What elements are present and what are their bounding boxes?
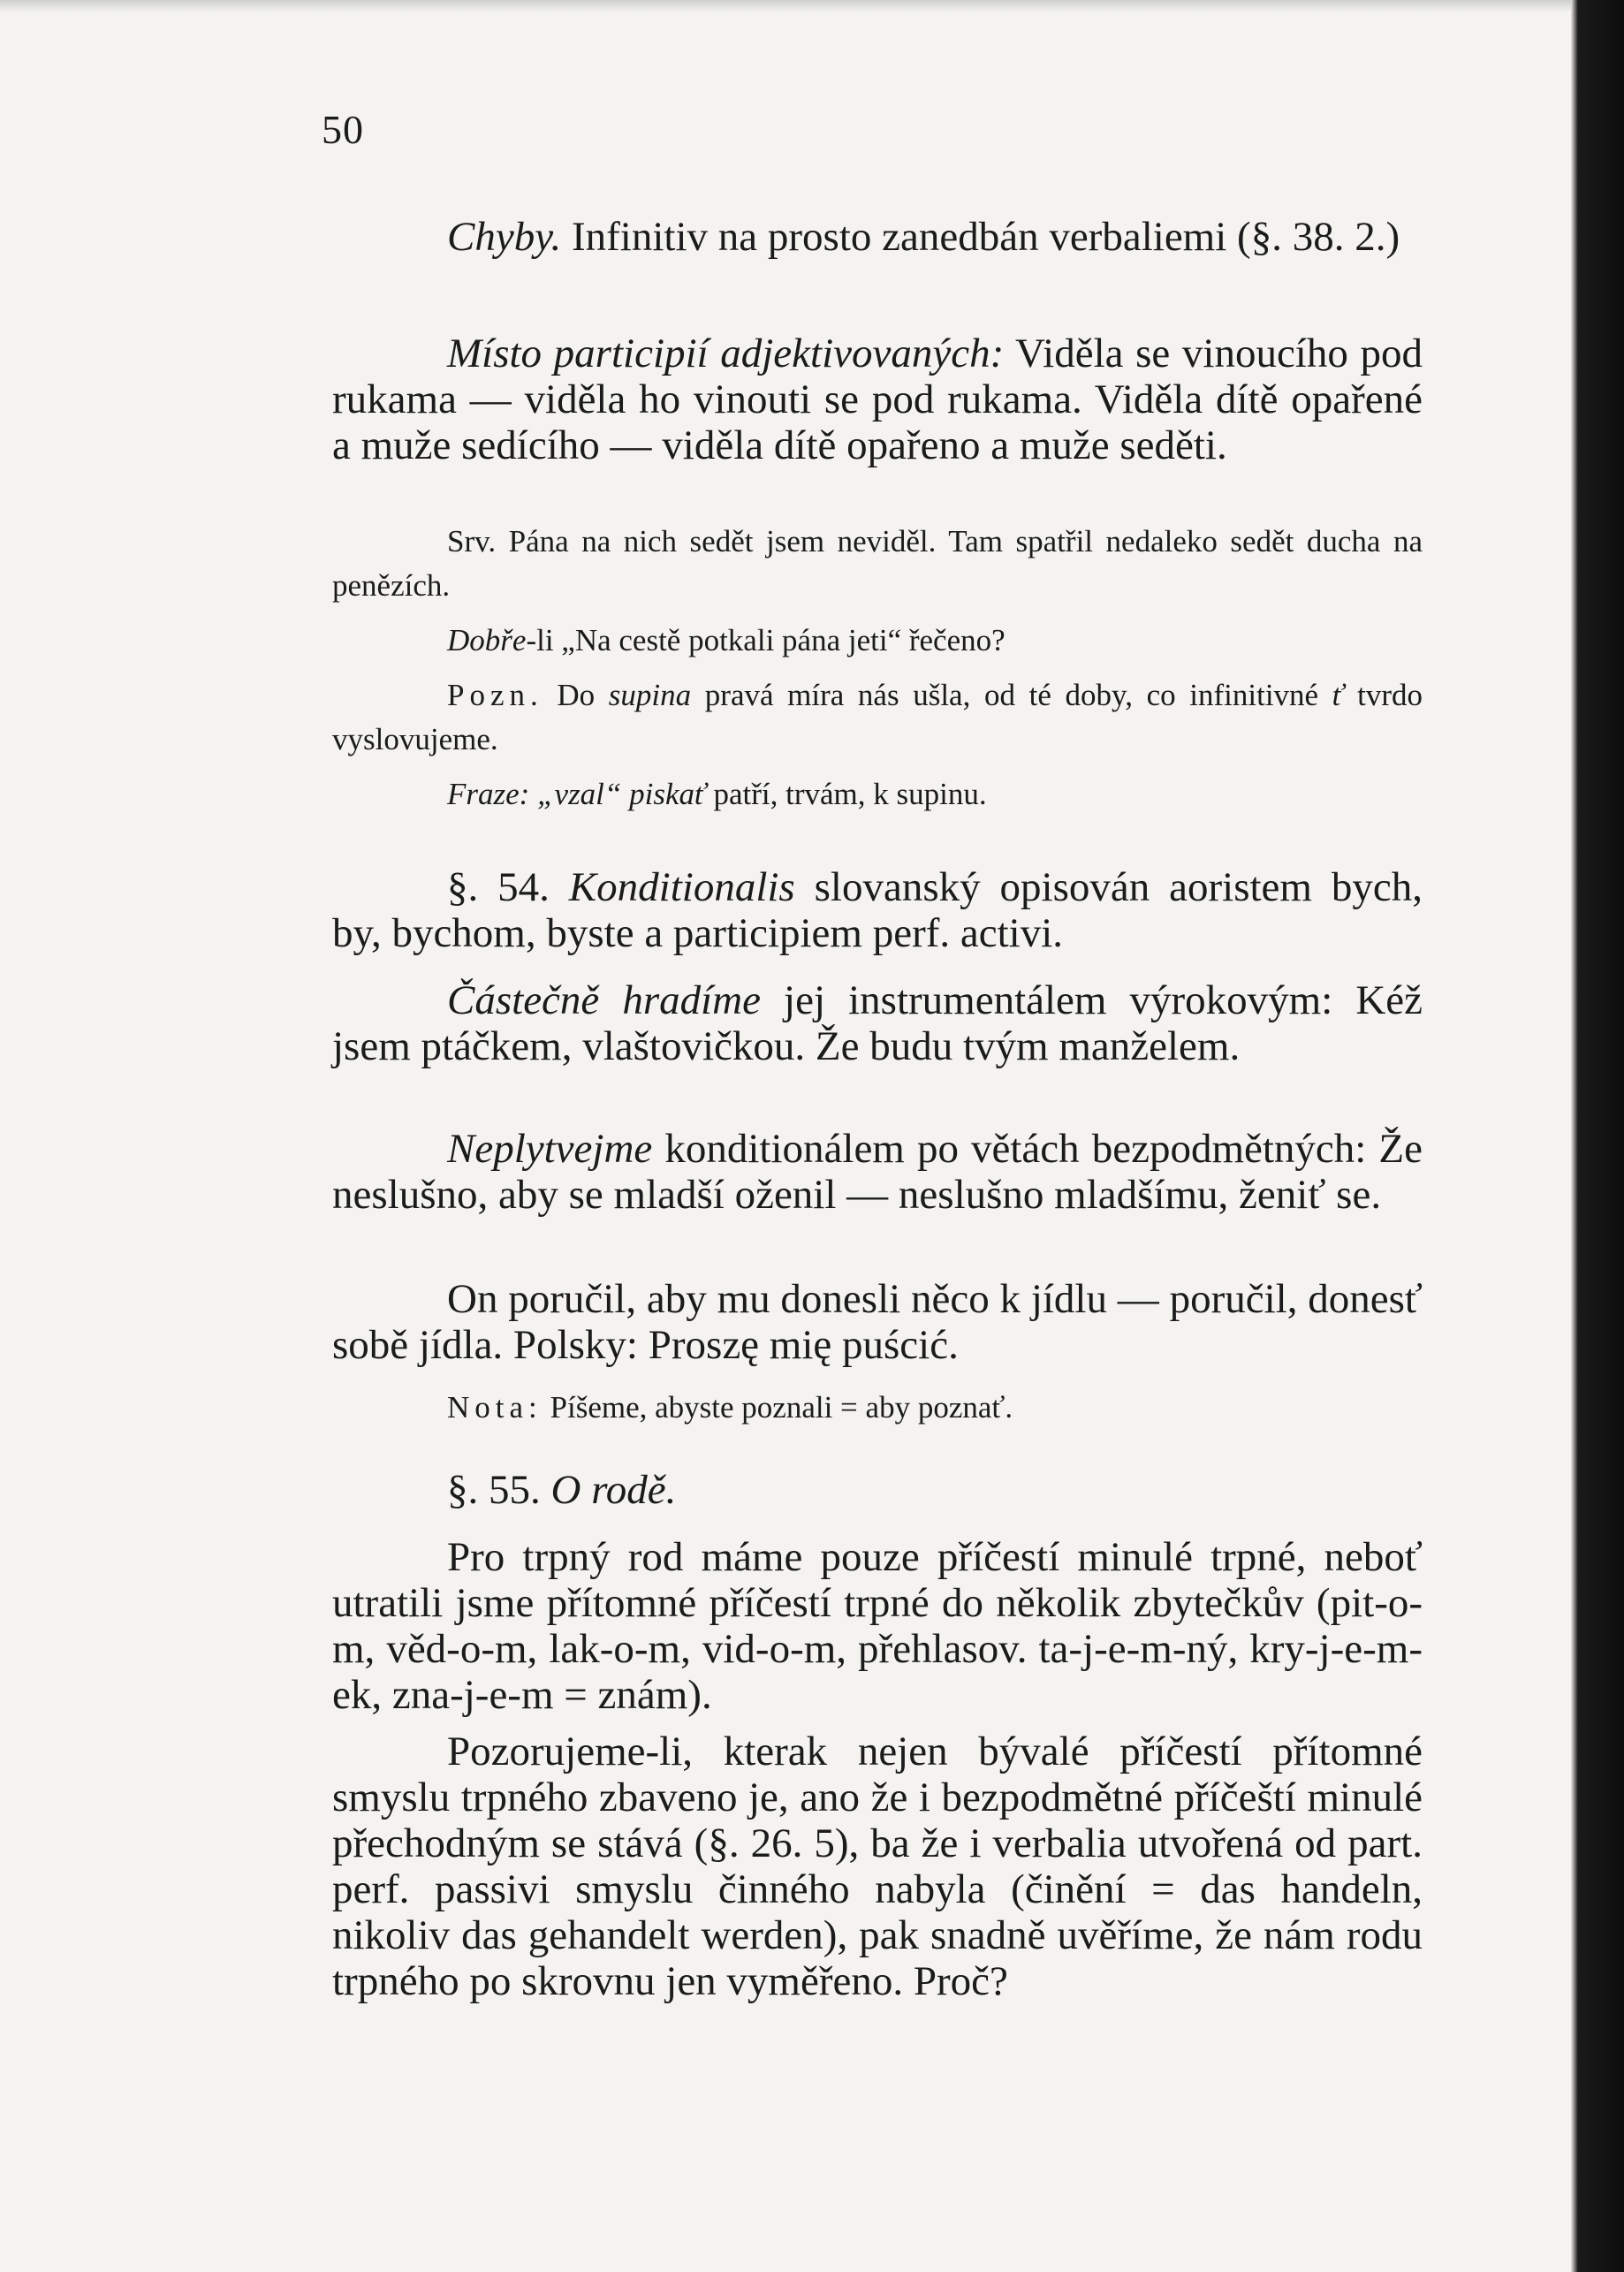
paragraph-fraze — [332, 772, 1423, 817]
paragraph-text: pravá míra nás ušla, od té doby, co infinitivné — [691, 678, 1332, 712]
paragraph-pro-trpny — [332, 1534, 1423, 1718]
italic-lead: Místo participií adjektivovaných: — [447, 331, 1005, 376]
paragraph-neplytvejme — [332, 1126, 1423, 1218]
paragraph-text: konditionálem po větách bezpodmětných: Že neslušno, aby se mladší oženil — neslušno mladšímu, ženiť se. — [332, 1126, 1423, 1218]
section-55 — [332, 1467, 1423, 1513]
italic-lead: Částečně hradíme — [447, 977, 761, 1023]
paragraph-text: -li „Na cestě potkali pána jeti“ řečeno? — [526, 623, 1006, 657]
italic-lead: Dobře — [447, 623, 527, 657]
italic-letter: ť — [1332, 678, 1344, 712]
scan-edge-top — [0, 0, 1624, 12]
paragraph-text: patří, trvám, k supinu. — [705, 777, 987, 811]
paragraph-text: Pro trpný rod máme pouze příčestí minulé trpné, neboť utratili jsme přítomné příčestí trpné do několik zbytečkův (pit-o-m, věd-o-m, lak-o-m, vid-o-m, přehlasov. ta-j-e-m-ný, kry-j-e-m-ek, zna-j-e-m = znám). — [332, 1534, 1423, 1718]
paragraph-pozn — [332, 673, 1423, 762]
italic-lead: Fraze: — [447, 777, 530, 811]
italic-term: O rodě. — [550, 1467, 677, 1513]
paragraph-nota — [332, 1386, 1423, 1430]
italic-lead: Chyby. — [447, 214, 562, 260]
italic-term: Konditionalis — [568, 864, 795, 910]
paragraph-dobre — [332, 619, 1423, 663]
italic-quote: „vzal“ — [537, 777, 622, 811]
paragraph-text: tvrdo vyslovujeme. — [332, 678, 1423, 756]
paragraph-chyby — [332, 214, 1423, 260]
paragraph-srv — [332, 520, 1423, 608]
paragraph-text: Píšeme, abyste poznali = aby poznať. — [542, 1390, 1013, 1425]
paragraph-text: Do — [543, 678, 609, 712]
paragraph-pozorujeme — [332, 1729, 1423, 2004]
paragraph-misto — [332, 331, 1423, 468]
nota-label: Nota: — [447, 1390, 543, 1425]
section-heading: §. 54. — [447, 864, 569, 910]
space — [529, 777, 537, 811]
paragraph-text: jej instrumentálem výrokovým: Kéž jsem ptáčkem, vlaštovičkou. Že budu tvým manželem. — [332, 977, 1423, 1069]
paragraph-text: Srv. Pána na nich sedět jsem neviděl. Tam spatřil nedaleko sedět ducha na penězích. — [332, 524, 1423, 603]
section-heading: §. 55. — [447, 1467, 551, 1513]
paragraph-text: Infinitiv na prosto zanedbán verbaliemi (§. 38. 2.) — [561, 214, 1400, 260]
paragraph-text: slovanský opisován aoristem bych, by, bychom, byste a participiem perf. activi. — [332, 864, 1423, 956]
italic-lead: Neplytvejme — [447, 1126, 653, 1172]
paragraph-text: On poručil, aby mu donesli něco k jídlu — poručil, donesť sobě jídla. Polsky: Proszę mię puścić. — [332, 1276, 1423, 1368]
paragraph-text: Viděla se vinoucího pod rukama — viděla ho vinouti se pod rukama. Viděla dítě opařené a muže sedícího — viděla dítě opařeno a muže seděti. — [332, 331, 1423, 468]
space — [621, 777, 629, 811]
italic-word: supina — [608, 678, 692, 712]
paragraph-castecne — [332, 977, 1423, 1069]
italic-word: piskať — [629, 777, 706, 811]
page-number: 50 — [322, 107, 364, 152]
scan-edge-right — [1571, 0, 1624, 2272]
paragraph-text: Pozorujeme-li, kterak nejen bývalé příčestí přítomné smyslu trpného zbaveno je, ano že i bezpodmětné příčeští minulé přechodným se stává (§. 26. 5), ba že i verbalia utvořená od part. perf. passivi smyslu činného nabyla (činění = das handeln, nikoliv das gehandelt werden), pak snadně uvěříme, že nám rodu trpného po skrovnu jen vyměřeno. Proč? — [332, 1729, 1423, 2004]
paragraph-on-porucil — [332, 1276, 1423, 1368]
pozn-label: Pozn. — [447, 678, 543, 712]
section-54 — [332, 864, 1423, 956]
